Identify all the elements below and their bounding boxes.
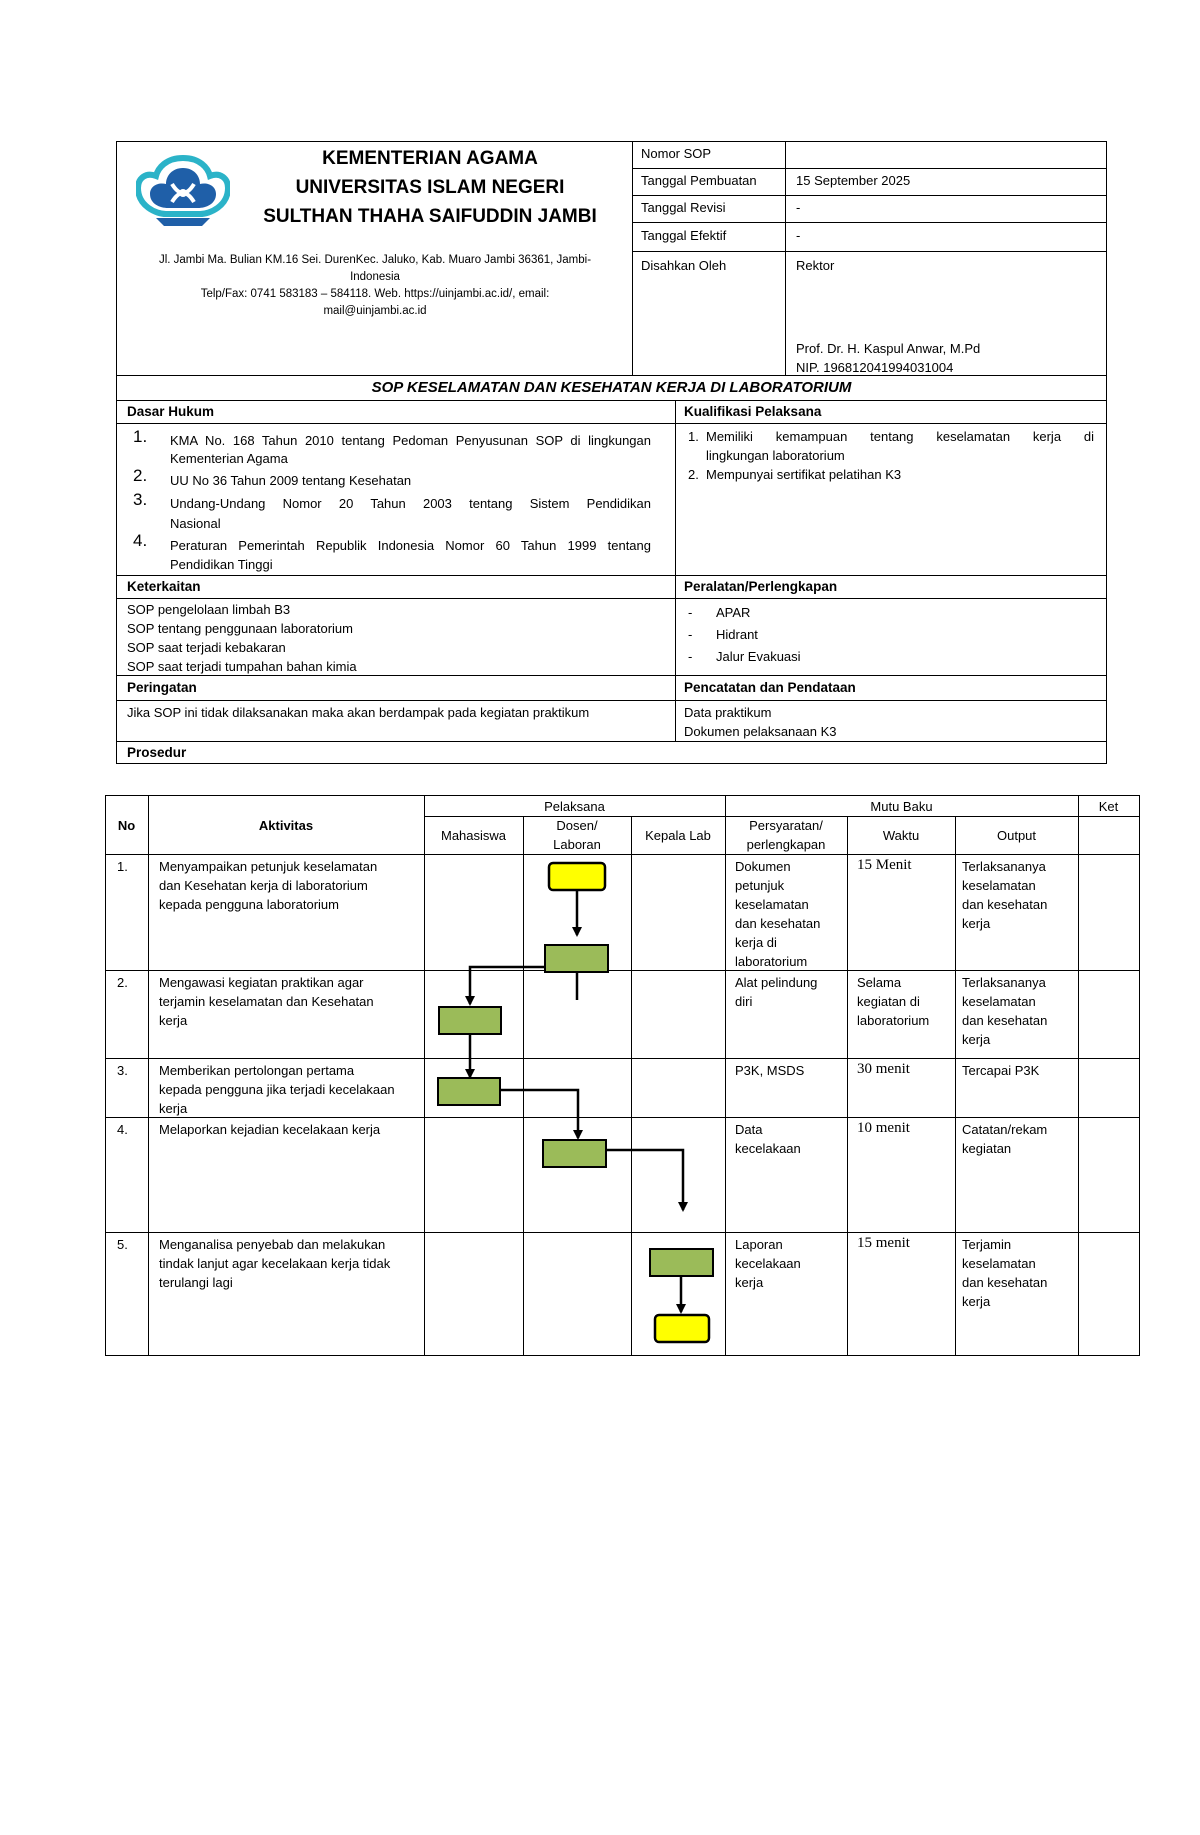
list-number: 2. bbox=[133, 466, 148, 485]
peralatan-heading: Peralatan/Perlengkapan bbox=[684, 579, 838, 594]
list-number: 4. bbox=[133, 531, 148, 550]
activity-line: Menyampaikan petunjuk keselamatan bbox=[159, 859, 378, 874]
col-header-aktivitas: Aktivitas bbox=[258, 818, 314, 833]
list-item: Hidrant bbox=[716, 627, 758, 642]
list-item: SOP saat terjadi kebakaran bbox=[127, 640, 286, 655]
output-line: kegiatan bbox=[962, 1141, 1012, 1156]
activity-line: kerja bbox=[159, 1101, 188, 1116]
bullet-dash: - bbox=[688, 627, 693, 642]
meta-value-tanggal-pembuatan: 15 September 2025 bbox=[796, 173, 911, 188]
flow-connector bbox=[606, 1150, 683, 1210]
waktu-line: 30 menit bbox=[857, 1061, 910, 1077]
output-line: dan kesehatan bbox=[962, 897, 1048, 912]
sop-title: SOP KESELAMATAN DAN KESEHATAN KERJA DI LABORATORIUM bbox=[371, 379, 852, 396]
persyaratan-line: kerja di bbox=[735, 935, 777, 950]
list-item: Jalur Evakuasi bbox=[716, 649, 801, 664]
waktu-line: laboratorium bbox=[857, 1013, 930, 1028]
address-line: Indonesia bbox=[350, 271, 400, 283]
col-header-pelaksana: Pelaksana bbox=[544, 799, 605, 814]
peringatan-heading: Peringatan bbox=[127, 680, 197, 695]
output-line: Tercapai P3K bbox=[962, 1063, 1040, 1078]
row-number: 2. bbox=[117, 975, 128, 990]
list-item: SOP saat terjadi tumpahan bahan kimia bbox=[127, 659, 357, 674]
list-number: 1. bbox=[133, 427, 148, 446]
persyaratan-line: dan kesehatan bbox=[735, 916, 821, 931]
persyaratan-line: Alat pelindung bbox=[735, 975, 818, 990]
address-line: mail@uinjambi.ac.id bbox=[323, 305, 427, 317]
flow-connector bbox=[470, 967, 545, 1004]
output-line: kerja bbox=[962, 1032, 991, 1047]
row-number: 1. bbox=[117, 859, 128, 874]
list-item-text: Mempunyai sertifikat pelatihan K3 bbox=[706, 467, 902, 482]
col-header-persyaratan: Persyaratan/ bbox=[749, 818, 823, 833]
list-item-text: Undang-Undang Nomor 20 Tahun 2003 tentang Sistem Pendidikan bbox=[170, 496, 651, 511]
prosedur-heading: Prosedur bbox=[127, 745, 187, 760]
output-line: kerja bbox=[962, 916, 991, 931]
list-number: 2. bbox=[688, 467, 699, 482]
pencatatan-heading: Pencatatan dan Pendataan bbox=[684, 680, 856, 695]
output-line: kerja bbox=[962, 1294, 991, 1309]
list-item: Data praktikum bbox=[684, 705, 772, 720]
activity-line: Mengawasi kegiatan praktikan agar bbox=[159, 975, 364, 990]
col-header-waktu: Waktu bbox=[882, 828, 920, 843]
waktu-line: 15 menit bbox=[857, 1235, 910, 1251]
waktu-line: 15 Menit bbox=[857, 857, 912, 873]
persyaratan-line: kecelakaan bbox=[735, 1256, 801, 1271]
output-line: keselamatan bbox=[962, 1256, 1036, 1271]
flow-process-step-5 bbox=[650, 1249, 713, 1276]
activity-line: Melaporkan kejadian kecelakaan kerja bbox=[159, 1122, 381, 1137]
output-line: dan kesehatan bbox=[962, 1275, 1048, 1290]
activity-line: terjamin keselamatan dan Kesehatan bbox=[159, 994, 374, 1009]
keterkaitan-heading: Keterkaitan bbox=[127, 579, 201, 594]
approval-label: Disahkan Oleh bbox=[641, 258, 727, 273]
waktu-line: 10 menit bbox=[857, 1120, 910, 1136]
flow-terminator-end bbox=[655, 1315, 709, 1342]
list-item: SOP pengelolaan limbah B3 bbox=[127, 602, 291, 617]
output-line: Terjamin bbox=[962, 1237, 1012, 1252]
col-header-output: Output bbox=[996, 828, 1037, 843]
col-header-dosen: Laboran bbox=[553, 837, 601, 852]
list-item-text: KMA No. 168 Tahun 2010 tentang Pedoman Penyusunan SOP di lingkungan bbox=[170, 433, 651, 448]
persyaratan-line: petunjuk bbox=[735, 878, 785, 893]
col-header-persyaratan: perlengkapan bbox=[746, 837, 826, 852]
flow-connector bbox=[500, 1090, 578, 1138]
list-item-text: Peraturan Pemerintah Republik Indonesia Nomor 60 Tahun 1999 tentang bbox=[170, 538, 651, 553]
activity-line: Memberikan pertolongan pertama bbox=[159, 1063, 355, 1078]
flow-process-step-1 bbox=[545, 945, 608, 972]
approval-role: Rektor bbox=[796, 258, 835, 273]
list-item-text: UU No 36 Tahun 2009 tentang Kesehatan bbox=[170, 473, 412, 488]
institution-line: SULTHAN THAHA SAIFUDDIN JAMBI bbox=[263, 206, 597, 227]
flow-process-step-2 bbox=[439, 1007, 501, 1034]
approval-name: Prof. Dr. H. Kaspul Anwar, M.Pd bbox=[796, 341, 981, 356]
peringatan-text: Jika SOP ini tidak dilaksanakan maka akan berdampak pada kegiatan praktikum bbox=[127, 705, 590, 720]
meta-label-tanggal-revisi: Tanggal Revisi bbox=[641, 200, 726, 215]
list-item: Dokumen pelaksanaan K3 bbox=[684, 724, 837, 739]
list-item-text: Kementerian Agama bbox=[170, 451, 288, 466]
persyaratan-line: P3K, MSDS bbox=[735, 1063, 805, 1078]
waktu-line: Selama bbox=[857, 975, 902, 990]
output-line: Catatan/rekam bbox=[962, 1122, 1048, 1137]
persyaratan-line: diri bbox=[735, 994, 753, 1009]
output-line: Terlaksananya bbox=[962, 975, 1046, 990]
persyaratan-line: Data bbox=[735, 1122, 763, 1137]
address-line: Telp/Fax: 0741 583183 – 584118. Web. https://uinjambi.ac.id/, email: bbox=[200, 288, 550, 300]
bullet-dash: - bbox=[688, 605, 693, 620]
flow-process-step-3 bbox=[438, 1078, 500, 1105]
col-header-ket: Ket bbox=[1098, 799, 1119, 814]
list-item-text: Pendidikan Tinggi bbox=[170, 557, 273, 572]
output-line: keselamatan bbox=[962, 878, 1036, 893]
list-item-text: Memiliki kemampuan tentang keselamatan kerja di bbox=[706, 429, 1094, 444]
col-header-mahasiswa: Mahasiswa bbox=[440, 828, 507, 843]
institution-line: UNIVERSITAS ISLAM NEGERI bbox=[295, 177, 565, 198]
col-header-mutu-baku: Mutu Baku bbox=[870, 799, 933, 814]
output-line: Terlaksananya bbox=[962, 859, 1046, 874]
activity-line: Menganalisa penyebab dan melakukan bbox=[159, 1237, 386, 1252]
list-number: 3. bbox=[133, 490, 148, 509]
waktu-line: kegiatan di bbox=[857, 994, 920, 1009]
meta-label-nomor-sop: Nomor SOP bbox=[641, 146, 712, 161]
meta-value-tanggal-revisi: - bbox=[796, 200, 801, 215]
activity-line: kerja bbox=[159, 1013, 188, 1028]
row-number: 5. bbox=[117, 1237, 128, 1252]
activity-line: tindak lanjut agar kecelakaan kerja tidak bbox=[159, 1256, 391, 1271]
persyaratan-line: Laporan bbox=[735, 1237, 783, 1252]
meta-value-tanggal-efektif: - bbox=[796, 228, 801, 243]
list-item-text: Nasional bbox=[170, 516, 221, 531]
persyaratan-line: kerja bbox=[735, 1275, 764, 1290]
row-number: 3. bbox=[117, 1063, 128, 1078]
list-item: APAR bbox=[716, 605, 751, 620]
col-header-dosen: Dosen/ bbox=[556, 818, 598, 833]
persyaratan-line: kecelakaan bbox=[735, 1141, 801, 1156]
dasar-hukum-heading: Dasar Hukum bbox=[127, 404, 215, 419]
flow-terminator-start bbox=[549, 863, 605, 890]
address-line: Jl. Jambi Ma. Bulian KM.16 Sei. DurenKec. Jaluko, Kab. Muaro Jambi 36361, Jambi- bbox=[158, 254, 592, 266]
col-header-kepala-lab: Kepala Lab bbox=[645, 828, 711, 843]
activity-line: kepada pengguna laboratorium bbox=[159, 897, 339, 912]
persyaratan-line: laboratorium bbox=[735, 954, 808, 969]
output-line: dan kesehatan bbox=[962, 1013, 1048, 1028]
approval-nip: NIP. 196812041994031004 bbox=[796, 360, 954, 375]
meta-label-tanggal-efektif: Tanggal Efektif bbox=[641, 228, 727, 243]
kualifikasi-heading: Kualifikasi Pelaksana bbox=[684, 404, 822, 419]
bullet-dash: - bbox=[688, 649, 693, 664]
list-item: SOP tentang penggunaan laboratorium bbox=[127, 621, 353, 636]
institution-line: KEMENTERIAN AGAMA bbox=[322, 148, 538, 169]
output-line: keselamatan bbox=[962, 994, 1036, 1009]
row-number: 4. bbox=[117, 1122, 128, 1137]
activity-line: kepada pengguna jika terjadi kecelakaan bbox=[159, 1082, 395, 1097]
persyaratan-line: keselamatan bbox=[735, 897, 809, 912]
flow-process-step-4 bbox=[543, 1140, 606, 1167]
activity-line: dan Kesehatan kerja di laboratorium bbox=[159, 878, 368, 893]
list-number: 1. bbox=[688, 429, 699, 444]
col-header-no: No bbox=[117, 818, 136, 833]
persyaratan-line: Dokumen bbox=[735, 859, 791, 874]
activity-line: terulangi lagi bbox=[159, 1275, 233, 1290]
list-item-text: lingkungan laboratorium bbox=[706, 448, 845, 463]
meta-label-tanggal-pembuatan: Tanggal Pembuatan bbox=[641, 173, 757, 188]
